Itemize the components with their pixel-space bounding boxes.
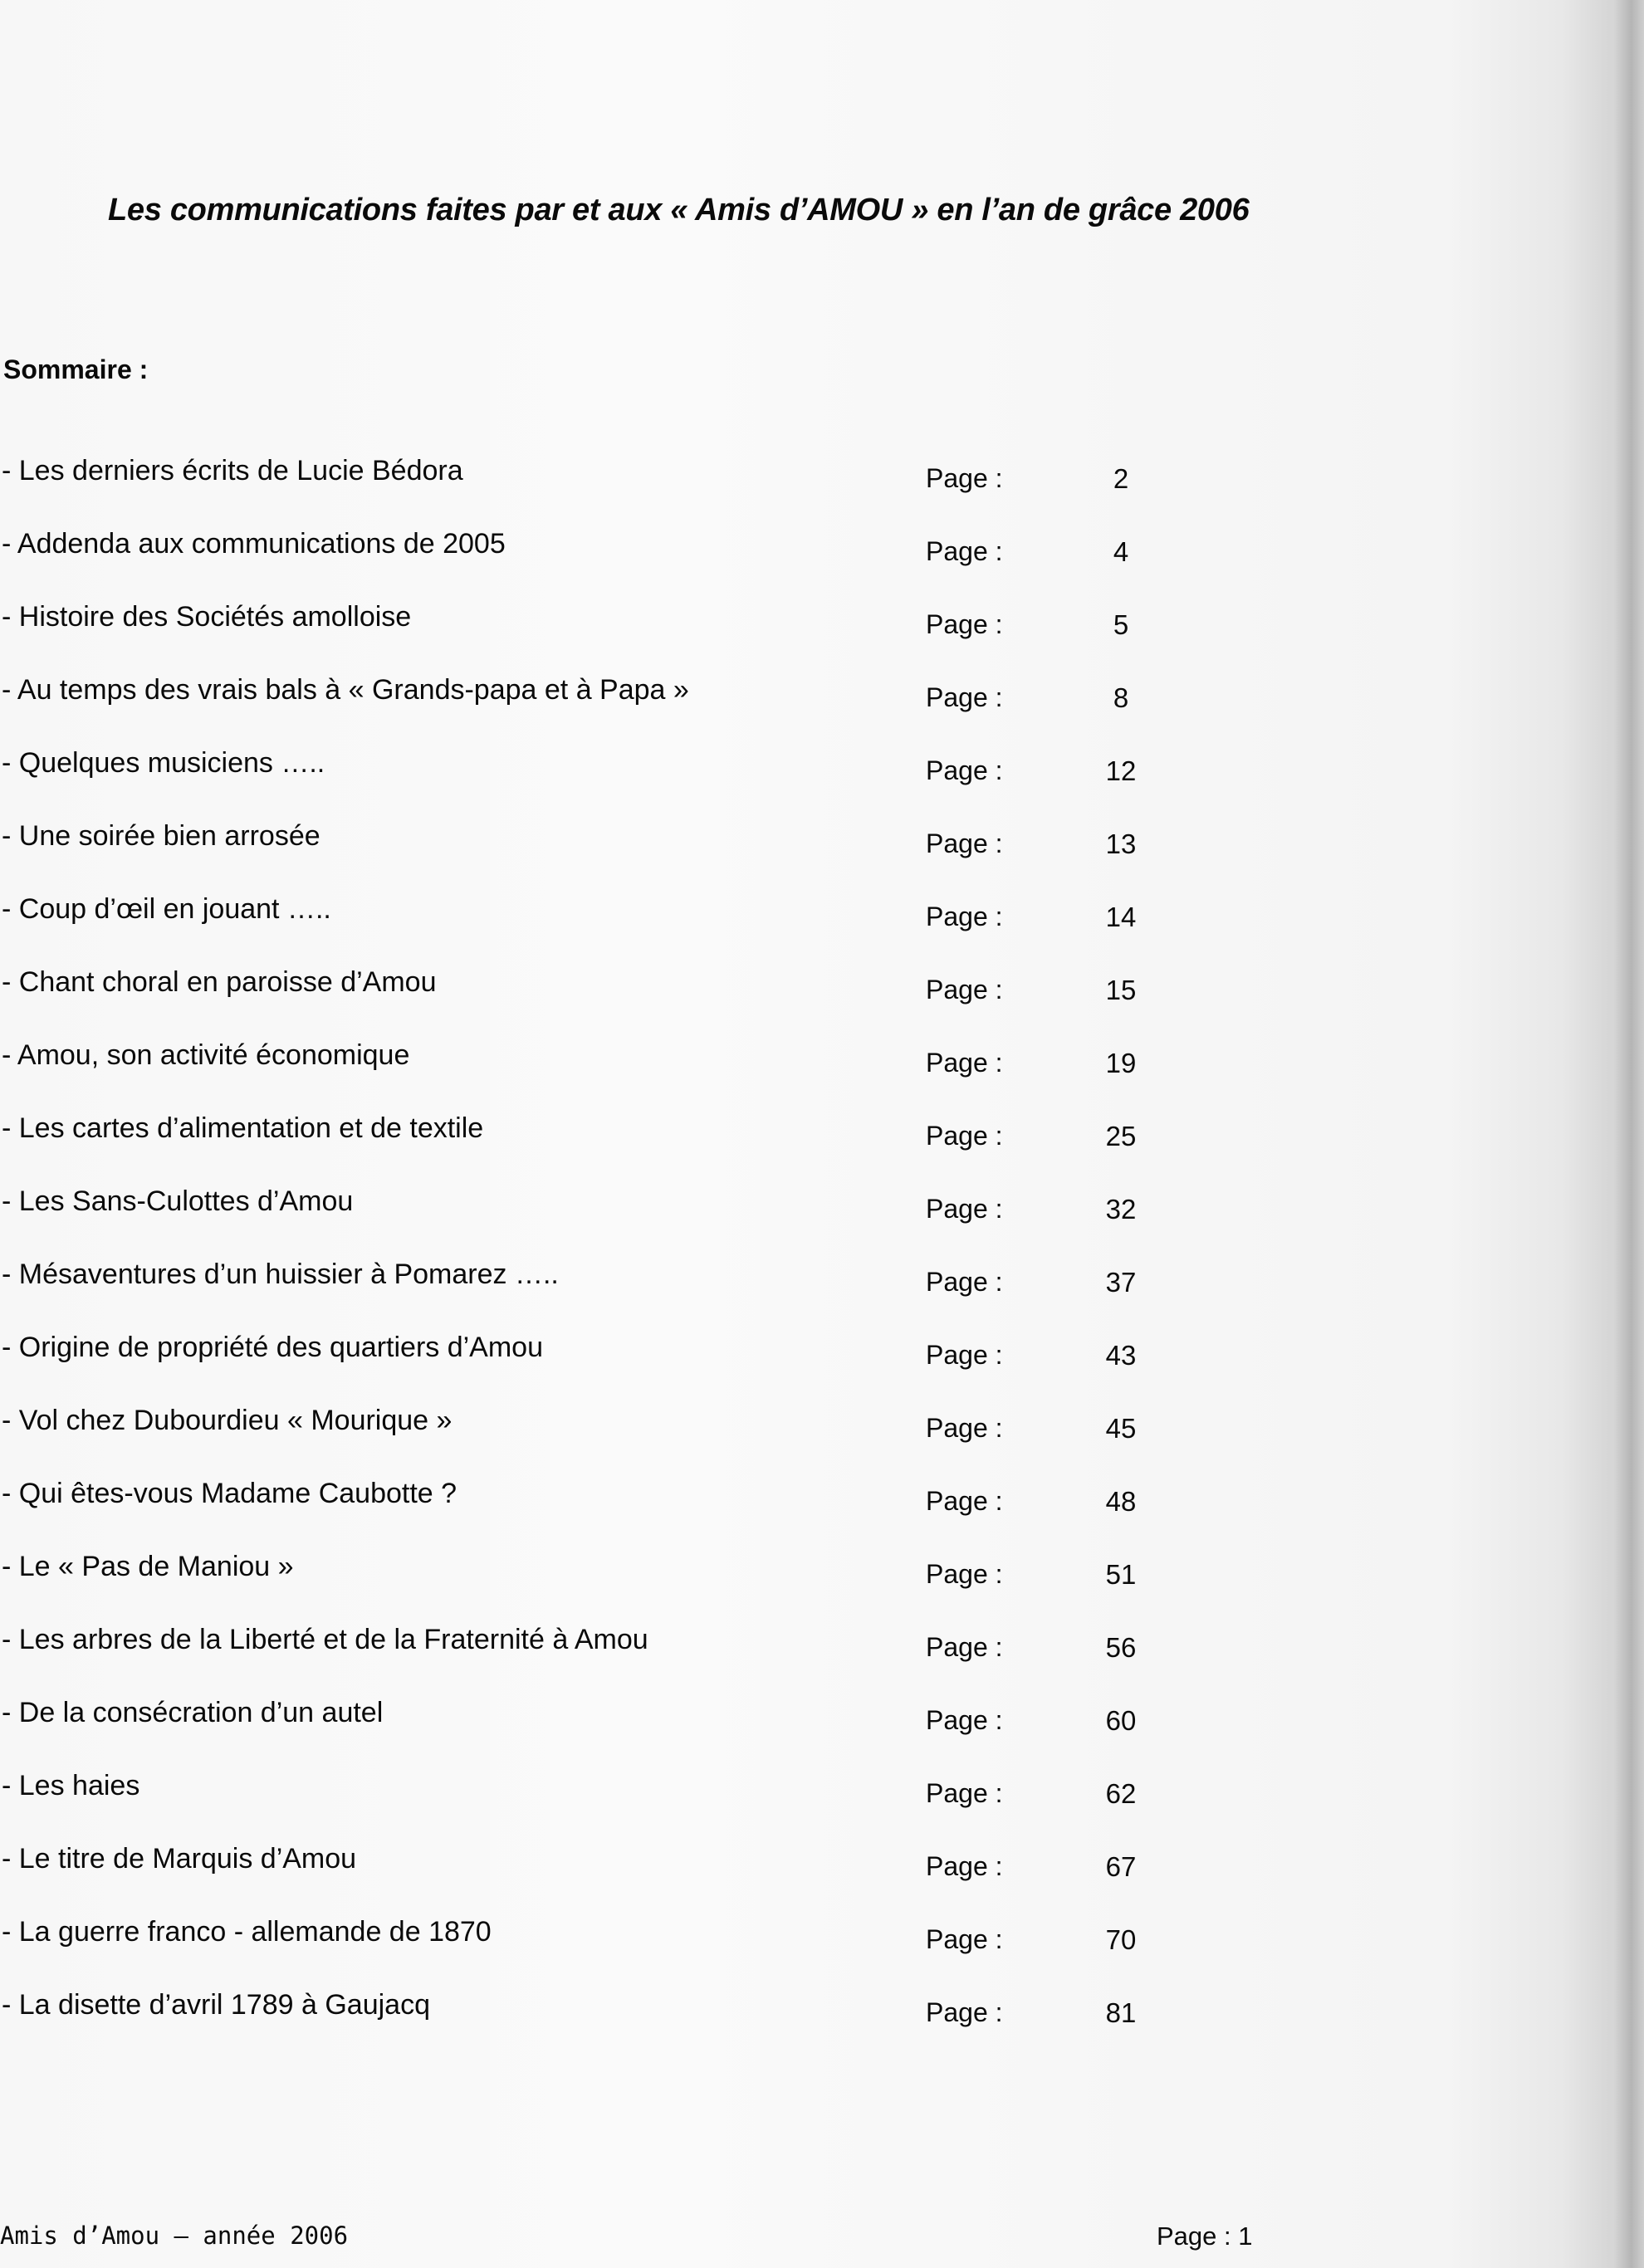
toc-entry-title: - Une soirée bien arrosée: [2, 820, 320, 852]
toc-entry-title: - Coup d’œil en jouant …..: [2, 893, 331, 925]
toc-entry: [0, 1332, 1245, 1405]
toc-entry-page-number: 4: [1113, 536, 1129, 567]
toc-entry: [0, 1112, 1245, 1185]
toc-entry-page-number: 14: [1105, 902, 1137, 932]
toc-entry-page-label: Page :: [926, 1997, 1003, 2027]
toc-entry-page-label: Page :: [926, 902, 1003, 931]
toc-entry-page-label: Page :: [926, 463, 1003, 493]
toc-entry: [0, 1697, 1245, 1770]
toc-entry-title: - Le titre de Marquis d’Amou: [2, 1843, 357, 1875]
toc-entry: [0, 455, 1245, 528]
toc-entry-page-number: 15: [1105, 975, 1137, 1005]
toc-entry-page-label: Page :: [926, 682, 1003, 712]
toc-entry-page-label: Page :: [926, 1194, 1003, 1224]
toc-entry-page-number: 43: [1105, 1340, 1137, 1371]
page-edge-shadow: [1612, 0, 1644, 2268]
toc-entry-title: - Les cartes d’alimentation et de textile: [2, 1112, 484, 1144]
toc-entry-page-number: 45: [1105, 1413, 1137, 1444]
toc-entry: [0, 674, 1245, 747]
toc-entry: [0, 1185, 1245, 1259]
toc-entry-page-number: 51: [1105, 1559, 1137, 1590]
toc-entry-page-label: Page :: [926, 1267, 1003, 1297]
toc-entry-title: - Quelques musiciens …..: [2, 747, 325, 779]
toc-entry-page-label: Page :: [926, 1559, 1003, 1589]
toc-entry: [0, 893, 1245, 966]
toc-entry: [0, 1405, 1245, 1478]
toc-entry: [0, 1770, 1245, 1843]
toc-entry-title: - Qui êtes-vous Madame Caubotte ?: [2, 1478, 457, 1509]
toc-entry-page-number: 25: [1105, 1121, 1137, 1151]
toc-entry: [0, 1478, 1245, 1551]
toc-entry-page-number: 62: [1105, 1778, 1137, 1809]
toc-entry-page-number: 70: [1105, 1924, 1137, 1955]
toc-entry-page-label: Page :: [926, 755, 1003, 785]
toc-entry-page-number: 48: [1105, 1486, 1137, 1517]
toc-entry-page-label: Page :: [926, 1413, 1003, 1443]
toc-entry: [0, 601, 1245, 674]
toc-entry-page-number: 13: [1105, 829, 1137, 859]
table-of-contents: [0, 455, 1245, 2062]
toc-entry-page-number: 32: [1105, 1194, 1137, 1224]
toc-entry: [0, 1551, 1245, 1624]
toc-entry-title: - Histoire des Sociétés amolloise: [2, 601, 412, 633]
toc-entry-page-label: Page :: [926, 1851, 1003, 1881]
toc-entry: [0, 1916, 1245, 1989]
toc-entry-page-number: 60: [1105, 1705, 1137, 1736]
toc-entry-page-label: Page :: [926, 1924, 1003, 1954]
toc-entry: [0, 820, 1245, 893]
toc-entry-title: - Mésaventures d’un huissier à Pomarez …..: [2, 1259, 559, 1290]
toc-entry-title: - La guerre franco - allemande de 1870: [2, 1916, 492, 1948]
toc-entry-page-label: Page :: [926, 975, 1003, 1004]
toc-entry-title: - Amou, son activité économique: [2, 1039, 410, 1071]
toc-entry-page-label: Page :: [926, 1340, 1003, 1370]
toc-entry: [0, 1259, 1245, 1332]
toc-entry: [0, 1039, 1245, 1112]
toc-entry-page-number: 19: [1105, 1048, 1137, 1078]
toc-entry-page-number: 37: [1105, 1267, 1137, 1298]
toc-entry-page-label: Page :: [926, 1121, 1003, 1151]
toc-entry: [0, 747, 1245, 820]
toc-entry-page-label: Page :: [926, 829, 1003, 858]
toc-entry-title: - Les haies: [2, 1770, 140, 1801]
toc-entry-title: - De la consécration d’un autel: [2, 1697, 384, 1728]
toc-entry-title: - Chant choral en paroisse d’Amou: [2, 966, 437, 998]
toc-entry-page-number: 81: [1105, 1997, 1137, 2028]
toc-entry-title: - Les Sans-Culottes d’Amou: [2, 1185, 354, 1217]
toc-entry: [0, 1624, 1245, 1697]
toc-entry: [0, 1843, 1245, 1916]
toc-heading: Sommaire :: [3, 354, 149, 384]
toc-entry: [0, 528, 1245, 601]
toc-entry-page-label: Page :: [926, 1632, 1003, 1662]
toc-entry-page-number: 5: [1113, 609, 1129, 640]
toc-entry-title: - Origine de propriété des quartiers d’Amou: [2, 1332, 543, 1363]
toc-entry-title: - Au temps des vrais bals à « Grands-papa et à Papa »: [2, 674, 689, 706]
toc-entry-page-number: 2: [1113, 463, 1129, 494]
toc-entry-page-number: 56: [1105, 1632, 1137, 1663]
toc-entry-page-number: 12: [1105, 755, 1137, 786]
toc-entry: [0, 1989, 1245, 2062]
toc-entry-title: - Les derniers écrits de Lucie Bédora: [2, 455, 463, 486]
footer-page-number: Page : 1: [1157, 2222, 1253, 2251]
toc-entry-page-number: 67: [1105, 1851, 1137, 1882]
toc-entry-page-label: Page :: [926, 609, 1003, 639]
toc-entry-page-label: Page :: [926, 1048, 1003, 1078]
toc-entry-page-number: 8: [1113, 682, 1129, 713]
toc-entry-page-label: Page :: [926, 1486, 1003, 1516]
toc-entry-title: - Vol chez Dubourdieu « Mourique »: [2, 1405, 453, 1436]
toc-entry-title: - La disette d’avril 1789 à Gaujacq: [2, 1989, 430, 2021]
document-title: Les communications faites par et aux « Amis d’AMOU » en l’an de grâce 2006: [108, 193, 1250, 227]
toc-entry-title: - Les arbres de la Liberté et de la Fraternité à Amou: [2, 1624, 648, 1655]
toc-entry-title: - Le « Pas de Maniou »: [2, 1551, 294, 1582]
toc-entry-page-label: Page :: [926, 1705, 1003, 1735]
footer-left: Amis d’Amou – année 2006: [0, 2222, 349, 2250]
toc-entry: [0, 966, 1245, 1039]
toc-entry-page-label: Page :: [926, 536, 1003, 566]
toc-entry-page-label: Page :: [926, 1778, 1003, 1808]
toc-entry-title: - Addenda aux communications de 2005: [2, 528, 506, 560]
